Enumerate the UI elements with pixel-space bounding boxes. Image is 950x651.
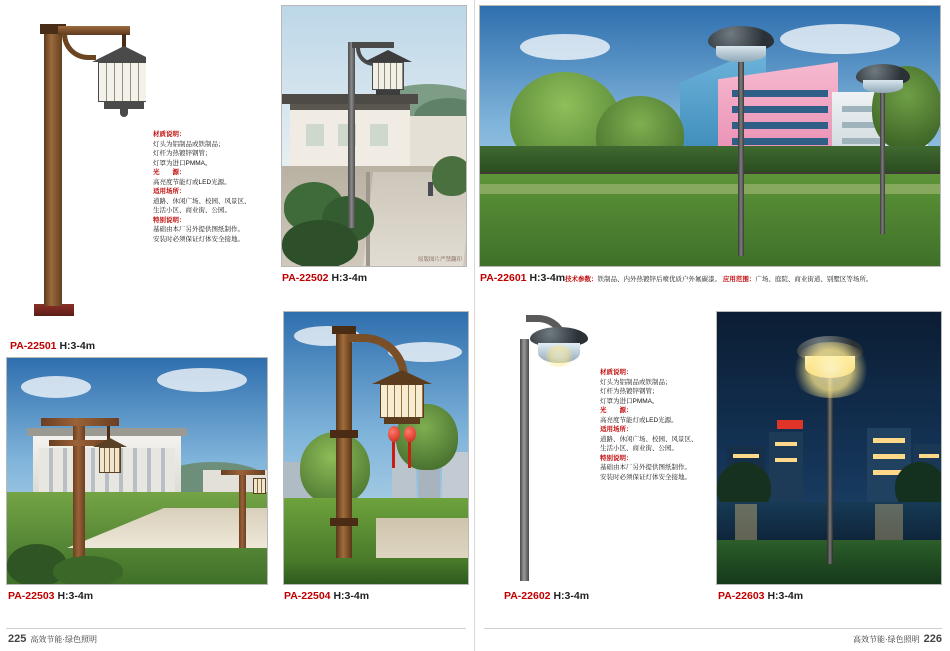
tassel-1	[392, 442, 395, 468]
product-photo-pa-22501	[6, 4, 146, 334]
building-window-row-3	[732, 122, 828, 129]
foreground-grass	[284, 558, 469, 584]
lantern-finial	[120, 109, 128, 117]
rooftop-sign	[777, 420, 803, 429]
building-window-row-2	[732, 106, 828, 113]
product-photo-pa-22602	[486, 305, 596, 585]
lamp-diffuser-right	[863, 80, 903, 93]
lamp-pole-left	[738, 52, 744, 256]
shrub-4	[432, 156, 467, 196]
caption-pa-22501: PA-22501 H:3-4m	[10, 340, 96, 352]
spec-right-light-title: 光 源：	[600, 407, 633, 414]
lantern-roof	[93, 438, 127, 447]
tassel-2	[408, 442, 411, 468]
shrub-3	[282, 220, 358, 267]
page-number-right: 226	[923, 633, 942, 645]
cloud-2	[780, 24, 900, 54]
spec-right-use-2: 生活小区、商业街、公园。	[600, 445, 678, 452]
lamp-glow	[789, 342, 873, 398]
spec-left-use-2: 生活小区、商业街、公园。	[153, 207, 231, 214]
spec-right-material-1: 灯头为铝制品或铁制品；	[600, 378, 672, 386]
caption-pa-22601: PA-22601 H:3-4m	[480, 272, 566, 284]
cloud-1	[21, 376, 91, 398]
pedestrian	[428, 182, 433, 196]
spec-block-left	[153, 130, 273, 244]
red-lantern-2	[404, 426, 416, 442]
lantern-body	[98, 62, 146, 102]
spec-left-special-title: 特别说明：	[153, 216, 186, 224]
spec-left-material-1: 灯头为铝制品或铁制品；	[153, 140, 225, 148]
red-lantern-1	[388, 426, 400, 442]
spec-left-light-1: 高亮度节能灯或LED光源。	[153, 178, 231, 186]
cloud-1	[520, 34, 610, 60]
gate2-lantern	[253, 478, 266, 494]
spec-right-material-3: 灯罩为进口PMMA。	[600, 397, 659, 405]
product-photo-pa-22504	[283, 311, 469, 585]
caption-pa-22603: PA-22603 H:3-4m	[718, 590, 804, 602]
gate-crossbeam-top	[41, 418, 119, 426]
spec-right-use-1: 道路、休闲广场、校园、风景区、	[600, 435, 698, 443]
spec-right-light-1: 高亮度节能灯或LED光源。	[600, 416, 678, 424]
lantern-bottom	[384, 418, 420, 424]
spec-right-material-title: 材质说明：	[600, 369, 633, 376]
gate2-post	[239, 470, 246, 548]
lamp-pole	[44, 32, 62, 306]
spec-left-material-title: 材质说明：	[153, 131, 186, 138]
lantern-body	[380, 384, 424, 418]
footer-text-left: 高效节能·绿色照明	[30, 634, 98, 644]
spec-right-special-1: 基础由本厂另外提供图纸制作。	[600, 464, 691, 471]
footer-left	[8, 633, 97, 645]
lit-window-6	[873, 454, 905, 459]
lit-window-8	[919, 454, 939, 458]
gate2-crossbeam	[221, 470, 265, 475]
spec-left-material-2: 灯杆为热镀锌钢管；	[153, 150, 212, 157]
spec-right-material-2: 灯杆为热镀锌钢管；	[600, 388, 659, 395]
spec-right-special-title: 特别说明：	[600, 454, 633, 462]
lawn-highlight	[480, 184, 941, 194]
footer-rule-left	[6, 628, 466, 629]
spec-right-use-title: 适用场所：	[600, 426, 633, 433]
caption-pa-22504: PA-22504 H:3-4m	[284, 590, 370, 602]
spec-left-material-3: 灯罩为进口PMMA。	[153, 159, 212, 167]
lit-window-1	[733, 454, 759, 458]
lamp-pole	[520, 339, 529, 581]
lantern-roof	[92, 46, 146, 62]
lantern-bottom	[104, 102, 144, 109]
spec-right-special-2: 安装时必须保证灯体安全接地。	[600, 473, 691, 481]
tech-apply-text: 广场、庭院、商业街道、别墅区等场所。	[755, 276, 873, 283]
footer-right	[853, 633, 942, 645]
tree-mid-1	[300, 432, 370, 504]
hedge-row	[480, 146, 941, 172]
lamp-pole	[348, 42, 355, 228]
tech-apply-label: 应用范围：	[722, 276, 756, 283]
photo-note-pa-22502: 原版图片严禁翻印	[417, 257, 462, 263]
spec-left-special-1: 基础由本厂另外提供图纸制作。	[153, 226, 244, 233]
tech-param-text: 铁制品、内外热镀锌后喷优质户外氟碳漆。	[597, 276, 721, 283]
lantern-body	[99, 447, 121, 473]
water-reflection-2	[875, 504, 903, 540]
caption-pa-22602: PA-22602 H:3-4m	[504, 590, 590, 602]
lit-window-3	[775, 442, 797, 446]
caption-pa-22502: PA-22502 H:3-4m	[282, 272, 368, 284]
footer-rule-right	[484, 628, 942, 629]
lantern-roof	[364, 50, 412, 62]
lantern-body	[372, 62, 404, 90]
cloud-2	[157, 368, 247, 392]
building-window-row-1	[732, 90, 828, 97]
pole-ring-1	[330, 430, 358, 438]
lamp-diffuser-left	[716, 46, 766, 62]
spec-left-special-2: 安装时必须保证灯体安全接地。	[153, 235, 244, 243]
foreground-shrub-2	[53, 556, 123, 585]
water-reflection-1	[735, 504, 757, 540]
product-photo-pa-22603	[716, 311, 942, 585]
lit-window-5	[873, 438, 905, 443]
caption-pa-22503: PA-22503 H:3-4m	[8, 590, 94, 602]
page-number-left: 225	[8, 633, 27, 645]
product-photo-pa-22601	[479, 5, 941, 267]
wall-window-3	[370, 124, 388, 146]
lamp-glow	[542, 345, 576, 367]
lit-window-4	[775, 458, 797, 462]
spec-left-light-title: 光 源：	[153, 169, 186, 176]
product-photo-pa-22502	[281, 5, 467, 267]
product-photo-pa-22503	[6, 357, 268, 585]
tech-note-pa-22601	[565, 274, 872, 283]
lantern-bottom	[376, 90, 400, 95]
lamp-bracket	[62, 34, 96, 60]
spec-left-use-1: 道路、休闲广场、校园、风景区、	[153, 197, 251, 205]
pole-ring-2	[330, 518, 358, 526]
footer-text-right: 高效节能·绿色照明	[852, 634, 920, 644]
lamp-pole-right	[880, 84, 885, 234]
page-gutter	[474, 0, 475, 651]
spec-block-right	[600, 368, 720, 482]
spec-left-use-title: 适用场所：	[153, 188, 186, 195]
building-window-row-4	[732, 138, 828, 145]
lantern-roof	[372, 370, 432, 384]
tech-param-label: 技术参数：	[565, 276, 598, 283]
wall-window-1	[306, 124, 324, 146]
pole-cap	[332, 326, 356, 334]
